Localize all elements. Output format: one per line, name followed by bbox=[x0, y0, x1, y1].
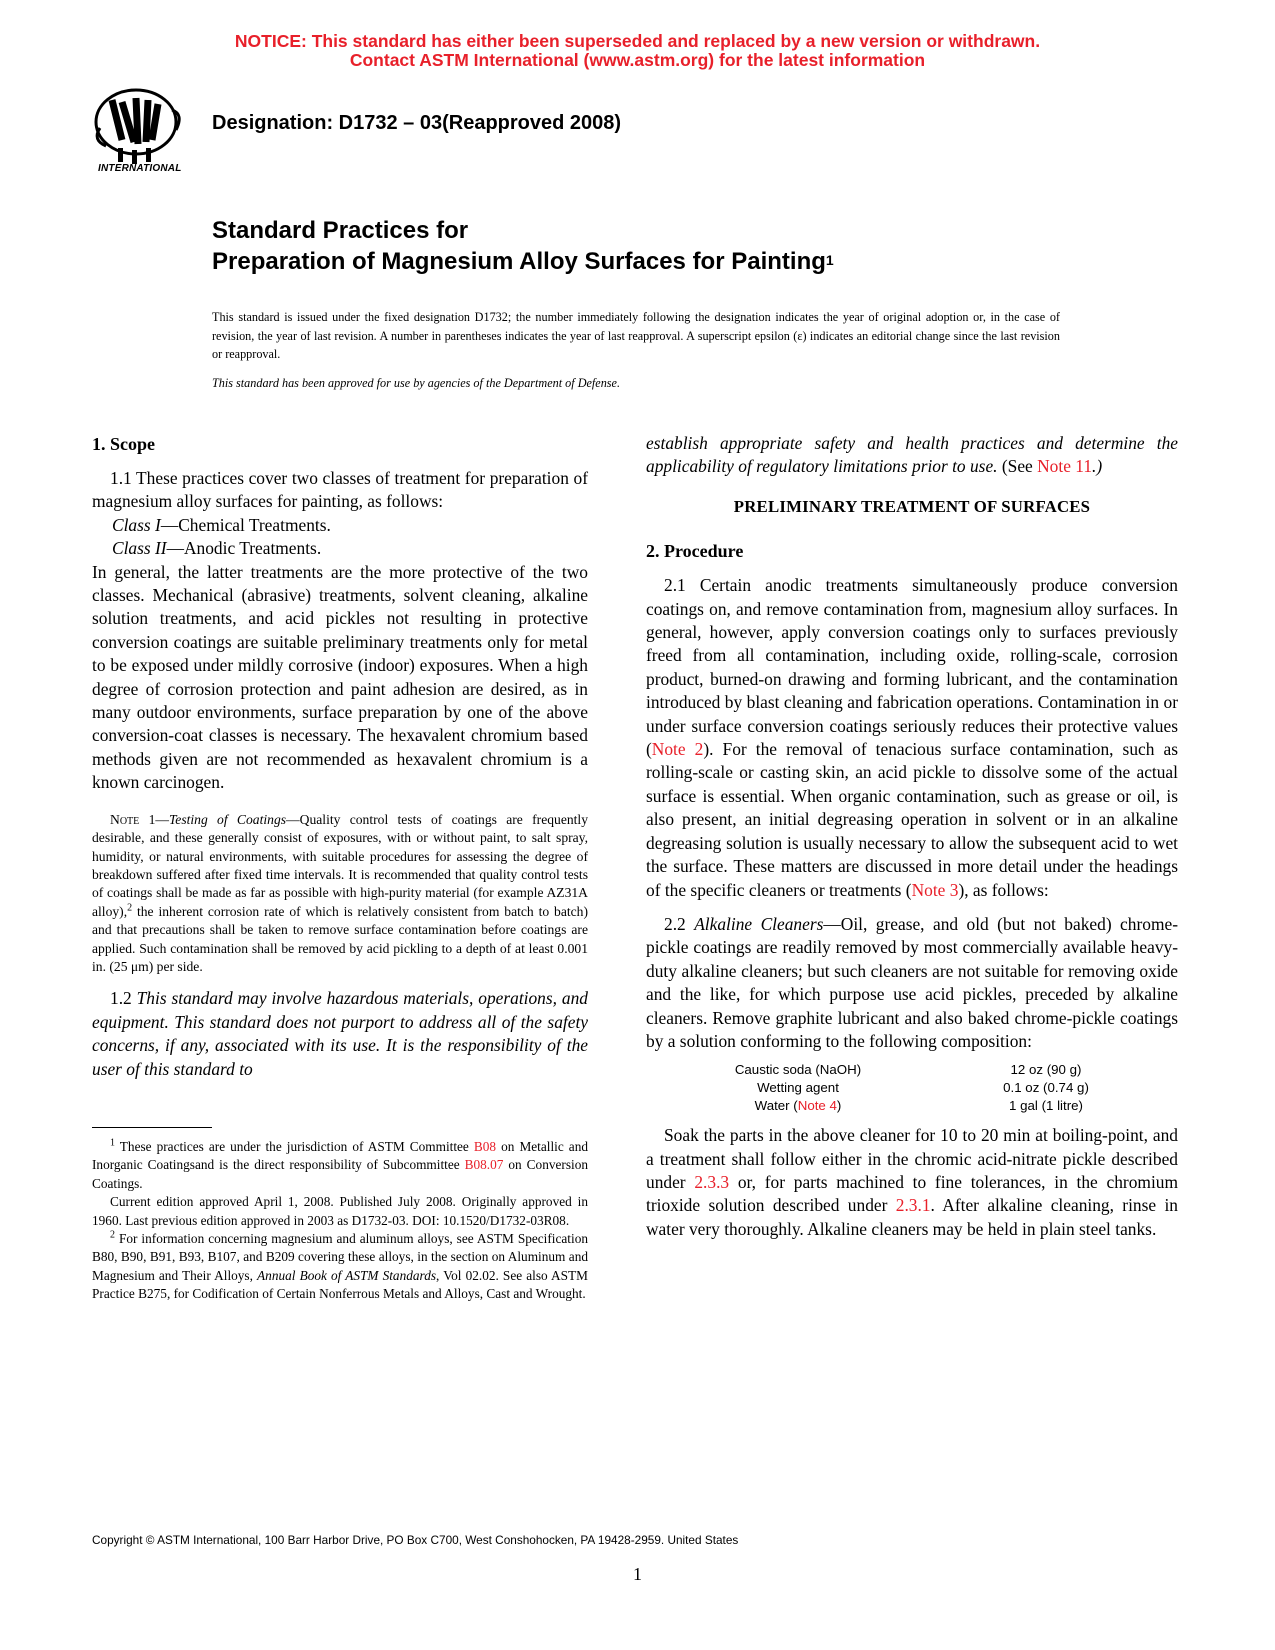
section-2-3-3-link[interactable]: 2.3.3 bbox=[694, 1171, 730, 1192]
see-end: .) bbox=[1092, 456, 1103, 477]
composition-name: Wetting agent bbox=[757, 1079, 839, 1095]
footnote-2-text-a: For information concerning magnesium and aluminum alloys, see ASTM Specification B80, B90, B91, B93, B107, and B209 covering these alloys, in the section on Aluminum and Magnesium and Their Alloys, bbox=[92, 1231, 588, 1283]
table-row bbox=[708, 1097, 1176, 1115]
para-1-2-num: 1.2 bbox=[110, 988, 137, 1009]
logo-wordmark: INTERNATIONAL bbox=[98, 163, 182, 174]
class-1 bbox=[92, 514, 588, 537]
table-row bbox=[708, 1061, 1176, 1079]
footnote-1-text-c: on Conversion Coatings. bbox=[92, 1157, 588, 1191]
composition-name: Caustic soda (NaOH) bbox=[734, 1062, 862, 1078]
title-line-1: Standard Practices for bbox=[212, 217, 469, 244]
designation: Designation: D1732 – 03(Reapproved 2008) bbox=[212, 112, 622, 134]
title-footnote-mark: 1 bbox=[825, 252, 834, 268]
para-general: In general, the latter treatments are the more protective of the two classes. Mechanical (abrasive) treatments, solvent cleaning, alkaline solution treatments, and acid pickles not resulting in protective conversion coatings are suitable preliminary treatments only for metal to be exposed under mildly corrosive (indoor) exposures. When a high degree of corrosion protection and paint adhesion are desired, as in many outdoor environments, surface preparation by one of the above conversion-coat classes is necessary. The hexavalent chromium based methods given are not recommended as hexavalent chromium is a known carcinogen. bbox=[92, 561, 588, 793]
class-1-text: —Chemical Treatments. bbox=[160, 514, 331, 535]
para-soak bbox=[646, 1124, 1178, 1241]
left-column bbox=[92, 432, 588, 1304]
continued-italic: establish appropriate safety and health practices and determine the applicability of regulatory limitations prior to use. bbox=[646, 433, 1178, 477]
note-2-link[interactable]: Note 2 bbox=[651, 739, 704, 760]
para-2-2 bbox=[646, 913, 1178, 1053]
note-1-title: Testing of Coatings bbox=[168, 811, 287, 827]
class-2-text: —Anodic Treatments. bbox=[166, 538, 322, 559]
issue-note: This standard is issued under the fixed designation D1732; the number immediately following the designation indicates the year of original adoption or, in the case of revision, the year of last revision. A number in parentheses indicates the year of last reapproval. A superscript epsilon (ε) indicates an editorial change since the last revision or reapproval. bbox=[212, 310, 1060, 361]
notice-line-2: Contact ASTM International (www.astm.org) for the latest information bbox=[349, 50, 926, 70]
continued-text bbox=[646, 432, 1178, 479]
note-3-link[interactable]: Note 3 bbox=[911, 879, 959, 900]
para-1-1: 1.1 These practices cover two classes of treatment for preparation of magnesium alloy surfaces for painting, as follows: bbox=[92, 468, 588, 512]
composition-amount: 1 gal (1 litre) bbox=[1009, 1097, 1083, 1113]
see-text: (See bbox=[1001, 456, 1038, 477]
table-row bbox=[708, 1079, 1176, 1097]
right-column bbox=[646, 432, 1178, 1241]
composition-name-cell bbox=[708, 1097, 888, 1115]
para-2-2-text: —Oil, grease, and old (but not baked) chrome-pickle coatings are readily removed by most commercially available heavy-duty alkaline cleaners; but such cleaners are not suitable for removing oxide and the like, for which purpose use acid pickles, preceded by alkaline cleaners. Remove graphite lubricant and also baked chrome-pickle coatings by a solution conforming to the following composition: bbox=[646, 913, 1178, 1051]
soak-a: Soak the parts in the above cleaner for 10 to 20 min at boiling-point, and a treatment shall follow either in the chromic acid-nitrate pickle described under bbox=[646, 1125, 1178, 1192]
section-2-3-1-link[interactable]: 2.3.1 bbox=[895, 1195, 931, 1216]
procedure-heading: 2. Procedure bbox=[646, 541, 744, 562]
dod-note: This standard has been approved for use by agencies of the Department of Defense. bbox=[212, 376, 620, 390]
soak-b: or, for parts machined to fine tolerances, in the chromium trioxide solution described under bbox=[646, 1171, 1178, 1216]
class-2-label: Class II bbox=[112, 538, 167, 559]
para-1-2 bbox=[92, 987, 588, 1081]
title-text: Preparation of Magnesium Alloy Surfaces for Painting bbox=[212, 248, 826, 275]
notice-banner bbox=[0, 32, 1275, 70]
para-2-1-a: 2.1 Certain anodic treatments simultaneously produce conversion coatings on, and remove contamination from, magnesium alloy surfaces. In general, however, apply conversion coatings only to surfaces previously freed from all contamination, including oxide, rolling-scale, corrosion product, burned-on drawing and forming lubricant, and the contamination introduced by blast cleaning and fabrication operations. Contamination in or under surface conversion coatings seriously reduces their protective values ( bbox=[646, 575, 1178, 760]
composition-table bbox=[708, 1061, 1176, 1114]
preliminary-heading: PRELIMINARY TREATMENT OF SURFACES bbox=[733, 496, 1091, 516]
document-title bbox=[212, 215, 834, 277]
copyright-footer: Copyright © ASTM International, 100 Barr Harbor Drive, PO Box C700, West Conshohocken, PA 19428-2959. United States bbox=[92, 1533, 739, 1547]
para-2-1 bbox=[646, 574, 1178, 902]
composition-name: Water ( bbox=[754, 1097, 798, 1113]
composition-amount: 12 oz (90 g) bbox=[1010, 1062, 1082, 1078]
footnote-1-text-b: on Metallic and Inorganic Coatingsand is the direct responsibility of Subcommittee bbox=[92, 1138, 588, 1173]
scope-heading: 1. Scope bbox=[92, 434, 155, 454]
title-line-2 bbox=[212, 246, 834, 277]
note-1-text-a: —Quality control tests of coatings are frequently desirable, and these generally consist of exposures, with or without paint, to salt spray, humidity, or natural environments, with suitable procedures for assessing the degree of breakdown suffered after fixed time intervals. It is recommended that quality control tests of coatings shall be made as far as possible with high-purity material (for example AZ31A alloy), bbox=[92, 811, 588, 919]
para-2-1-c: ), as follows: bbox=[958, 879, 1049, 900]
note-11-link[interactable]: Note 11 bbox=[1037, 456, 1093, 477]
note-1-footnote-mark: 2 bbox=[127, 902, 133, 914]
subcommittee-b08-07-link[interactable]: B08.07 bbox=[464, 1157, 504, 1173]
footnote-2 bbox=[92, 1230, 588, 1304]
note-1-text-b: the inherent corrosion rate of which is relatively consistent from batch to batch) and that precautions shall be taken to remove surface contamination before coatings are applied. Such contamination shall be removed by acid pickling to a depth of at least 0.001 in. (25 μm) per side. bbox=[92, 903, 588, 974]
note-1 bbox=[92, 811, 588, 977]
class-2 bbox=[92, 537, 588, 560]
footnote-1-mark: 1 bbox=[110, 1137, 115, 1149]
footnote-2-text-b: , Vol 02.02. See also ASTM Practice B275, for Codification of Certain Nonferrous Metals and Alloys, Cast and Wrought. bbox=[92, 1267, 588, 1302]
page-number: 1 bbox=[633, 1564, 642, 1584]
footnote-1-text-a: These practices are under the jurisdiction of ASTM Committee bbox=[115, 1138, 474, 1154]
close-paren: ) bbox=[836, 1097, 842, 1113]
para-1-2-text: This standard may involve hazardous materials, operations, and equipment. This standard does not purport to address all of the safety concerns, if any, associated with its use. It is the responsibility of the user of this standard to bbox=[92, 988, 588, 1079]
note-1-label: Note bbox=[110, 811, 140, 827]
note-4-link[interactable]: Note 4 bbox=[797, 1097, 837, 1113]
note-1-num: 1— bbox=[139, 811, 169, 827]
footnote-edition: Current edition approved April 1, 2008. Published July 2008. Originally approved in 1960. Last previous edition approved in 2003 as D1732-03. DOI: 10.1520/D1732-03R08. bbox=[92, 1194, 588, 1228]
committee-b08-link[interactable]: B08 bbox=[473, 1138, 497, 1154]
para-2-2-num: 2.2 bbox=[664, 913, 695, 934]
composition-amount: 0.1 oz (0.74 g) bbox=[1003, 1079, 1089, 1095]
para-2-1-b: ). For the removal of tenacious surface contamination, such as rolling-scale or casting skin, an acid pickle to dissolve some of the actual surface is essential. When organic contamination, such as grease or oil, is also present, an initial degreasing operation in solvent or in an alkaline degreasing solution is usually necessary to allow the subsequent acid to wet the surface. These matters are discussed in more detail under the headings of the specific cleaners or treatments ( bbox=[646, 739, 1178, 900]
footnote-2-mark: 2 bbox=[110, 1229, 115, 1241]
para-2-2-title: Alkaline Cleaners bbox=[694, 913, 824, 934]
footnote-1 bbox=[92, 1138, 588, 1193]
class-1-label: Class I bbox=[112, 514, 161, 535]
soak-c: . After alkaline cleaning, rinse in water very thoroughly. Alkaline cleaners may be held in plain steel tanks. bbox=[646, 1195, 1178, 1239]
footnote-2-italic: Annual Book of ASTM Standards bbox=[257, 1267, 437, 1283]
notice-line-1: NOTICE: This standard has either been superseded and replaced by a new version or withdrawn. bbox=[234, 31, 1041, 51]
